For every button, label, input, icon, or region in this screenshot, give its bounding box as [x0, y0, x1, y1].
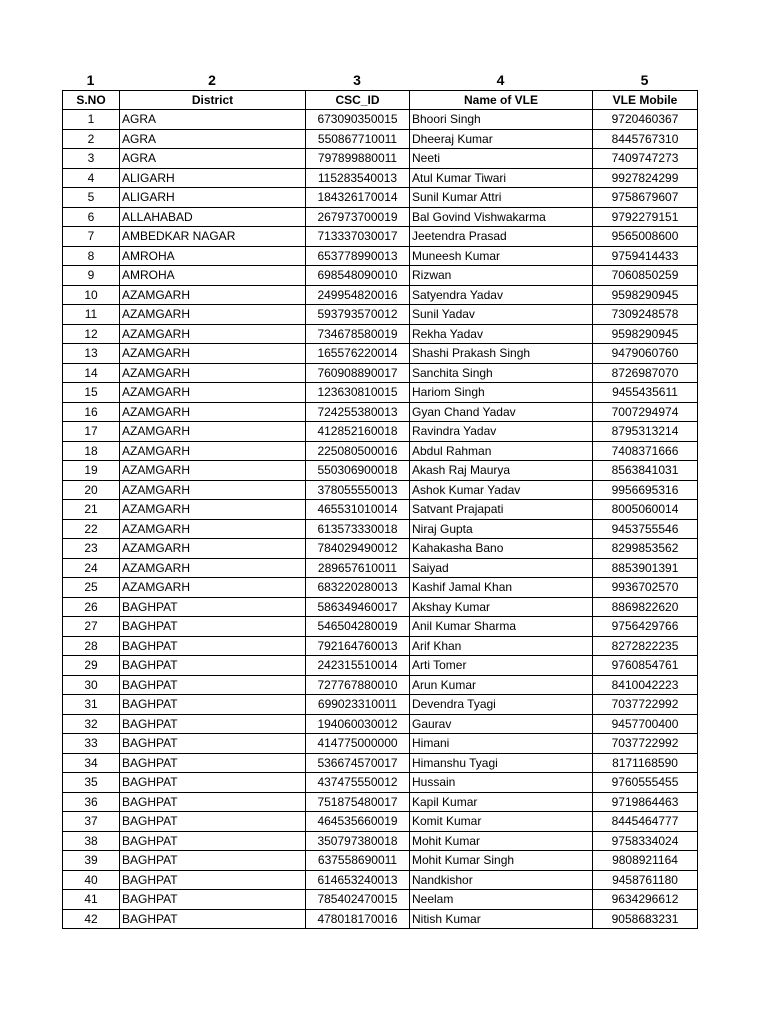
cell-sno: 19 — [63, 461, 120, 481]
cell-csc-id: 673090350015 — [306, 110, 410, 130]
cell-sno: 26 — [63, 597, 120, 617]
cell-vle-mobile: 7037722992 — [593, 734, 698, 754]
cell-vle-mobile: 8272822235 — [593, 636, 698, 656]
cell-vle-name: Satvant Prajapati — [410, 500, 593, 520]
cell-sno: 32 — [63, 714, 120, 734]
cell-district: BAGHPAT — [120, 909, 306, 929]
cell-district: BAGHPAT — [120, 831, 306, 851]
cell-vle-mobile: 9792279151 — [593, 207, 698, 227]
cell-vle-name: Nandkishor — [410, 870, 593, 890]
cell-district: AZAMGARH — [120, 402, 306, 422]
cell-district: AZAMGARH — [120, 461, 306, 481]
cell-csc-id: 760908890017 — [306, 363, 410, 383]
cell-sno: 10 — [63, 285, 120, 305]
cell-vle-name: Ravindra Yadav — [410, 422, 593, 442]
cell-csc-id: 267973700019 — [306, 207, 410, 227]
cell-vle-name: Rizwan — [410, 266, 593, 286]
cell-district: BAGHPAT — [120, 851, 306, 871]
cell-district: ALLAHABAD — [120, 207, 306, 227]
cell-vle-mobile: 8299853562 — [593, 539, 698, 559]
cell-csc-id: 785402470015 — [306, 890, 410, 910]
cell-district: BAGHPAT — [120, 890, 306, 910]
cell-district: BAGHPAT — [120, 792, 306, 812]
cell-sno: 25 — [63, 578, 120, 598]
cell-csc-id: 792164760013 — [306, 636, 410, 656]
table-body — [63, 110, 698, 929]
cell-vle-name: Kahakasha Bano — [410, 539, 593, 559]
cell-csc-id: 123630810015 — [306, 383, 410, 403]
cell-sno: 1 — [63, 110, 120, 130]
cell-sno: 21 — [63, 500, 120, 520]
cell-sno: 3 — [63, 149, 120, 169]
cell-vle-name: Neelam — [410, 890, 593, 910]
table-row — [63, 656, 698, 676]
table-row — [63, 227, 698, 247]
table-row — [63, 383, 698, 403]
cell-vle-name: Anil Kumar Sharma — [410, 617, 593, 637]
cell-vle-name: Hussain — [410, 773, 593, 793]
cell-district: AZAMGARH — [120, 383, 306, 403]
cell-district: BAGHPAT — [120, 597, 306, 617]
cell-sno: 4 — [63, 168, 120, 188]
table-row — [63, 168, 698, 188]
cell-sno: 37 — [63, 812, 120, 832]
cell-sno: 15 — [63, 383, 120, 403]
cell-sno: 35 — [63, 773, 120, 793]
cell-csc-id: 683220280013 — [306, 578, 410, 598]
cell-sno: 40 — [63, 870, 120, 890]
cell-vle-name: Himanshu Tyagi — [410, 753, 593, 773]
cell-vle-name: Bhoori Singh — [410, 110, 593, 130]
cell-district: AZAMGARH — [120, 558, 306, 578]
cell-vle-name: Mohit Kumar — [410, 831, 593, 851]
table-row — [63, 149, 698, 169]
table-row — [63, 909, 698, 929]
cell-sno: 23 — [63, 539, 120, 559]
cell-csc-id: 194060030012 — [306, 714, 410, 734]
table-row — [63, 344, 698, 364]
cell-vle-name: Gaurav — [410, 714, 593, 734]
cell-district: AZAMGARH — [120, 422, 306, 442]
cell-csc-id: 713337030017 — [306, 227, 410, 247]
cell-vle-mobile: 7408371666 — [593, 441, 698, 461]
cell-sno: 17 — [63, 422, 120, 442]
cell-vle-name: Mohit Kumar Singh — [410, 851, 593, 871]
cell-vle-mobile: 9759414433 — [593, 246, 698, 266]
cell-sno: 7 — [63, 227, 120, 247]
cell-vle-mobile: 7409747273 — [593, 149, 698, 169]
table-row — [63, 558, 698, 578]
cell-csc-id: 637558690011 — [306, 851, 410, 871]
cell-csc-id: 412852160018 — [306, 422, 410, 442]
cell-district: BAGHPAT — [120, 812, 306, 832]
cell-csc-id: 550306900018 — [306, 461, 410, 481]
cell-vle-mobile: 9479060760 — [593, 344, 698, 364]
cell-vle-name: Muneesh Kumar — [410, 246, 593, 266]
cell-sno: 11 — [63, 305, 120, 325]
table-row — [63, 870, 698, 890]
cell-vle-name: Arun Kumar — [410, 675, 593, 695]
table-row — [63, 246, 698, 266]
cell-district: BAGHPAT — [120, 753, 306, 773]
table-row — [63, 129, 698, 149]
cell-vle-mobile: 9058683231 — [593, 909, 698, 929]
cell-vle-mobile: 9453755546 — [593, 519, 698, 539]
cell-sno: 42 — [63, 909, 120, 929]
cell-district: AZAMGARH — [120, 519, 306, 539]
cell-sno: 24 — [63, 558, 120, 578]
table-row — [63, 188, 698, 208]
cell-district: BAGHPAT — [120, 734, 306, 754]
cell-sno: 9 — [63, 266, 120, 286]
cell-vle-mobile: 9457700400 — [593, 714, 698, 734]
table-row — [63, 714, 698, 734]
cell-vle-mobile: 8445464777 — [593, 812, 698, 832]
cell-district: AGRA — [120, 110, 306, 130]
table-row — [63, 617, 698, 637]
cell-vle-name: Akshay Kumar — [410, 597, 593, 617]
cell-csc-id: 414775000000 — [306, 734, 410, 754]
cell-csc-id: 437475550012 — [306, 773, 410, 793]
cell-sno: 33 — [63, 734, 120, 754]
cell-vle-mobile: 9458761180 — [593, 870, 698, 890]
column-number: 3 — [353, 72, 361, 88]
cell-vle-name: Kashif Jamal Khan — [410, 578, 593, 598]
cell-vle-mobile: 9936702570 — [593, 578, 698, 598]
cell-vle-mobile: 9634296612 — [593, 890, 698, 910]
cell-district: AMBEDKAR NAGAR — [120, 227, 306, 247]
cell-csc-id: 242315510014 — [306, 656, 410, 676]
cell-sno: 8 — [63, 246, 120, 266]
cell-sno: 38 — [63, 831, 120, 851]
cell-csc-id: 613573330018 — [306, 519, 410, 539]
table-row — [63, 792, 698, 812]
cell-vle-name: Sunil Kumar Attri — [410, 188, 593, 208]
cell-csc-id: 734678580019 — [306, 324, 410, 344]
cell-csc-id: 797899880011 — [306, 149, 410, 169]
cell-vle-mobile: 7309248578 — [593, 305, 698, 325]
cell-district: AZAMGARH — [120, 539, 306, 559]
cell-vle-mobile: 7037722992 — [593, 695, 698, 715]
table-row — [63, 110, 698, 130]
cell-vle-name: Saiyad — [410, 558, 593, 578]
cell-csc-id: 546504280019 — [306, 617, 410, 637]
cell-vle-name: Satyendra Yadav — [410, 285, 593, 305]
cell-csc-id: 698548090010 — [306, 266, 410, 286]
vle-table — [62, 90, 698, 929]
table-row — [63, 363, 698, 383]
cell-vle-mobile: 7007294974 — [593, 402, 698, 422]
cell-csc-id: 593793570012 — [306, 305, 410, 325]
cell-district: BAGHPAT — [120, 773, 306, 793]
column-number: 1 — [86, 72, 95, 88]
table-row — [63, 695, 698, 715]
table-row — [63, 519, 698, 539]
cell-district: BAGHPAT — [120, 870, 306, 890]
cell-vle-mobile: 8005060014 — [593, 500, 698, 520]
cell-vle-mobile: 9760854761 — [593, 656, 698, 676]
cell-district: AZAMGARH — [120, 305, 306, 325]
cell-vle-mobile: 8410042223 — [593, 675, 698, 695]
cell-csc-id: 464535660019 — [306, 812, 410, 832]
cell-district: AZAMGARH — [120, 285, 306, 305]
cell-csc-id: 165576220014 — [306, 344, 410, 364]
cell-sno: 39 — [63, 851, 120, 871]
cell-vle-mobile: 9455435611 — [593, 383, 698, 403]
cell-district: AMROHA — [120, 246, 306, 266]
cell-csc-id: 653778990013 — [306, 246, 410, 266]
cell-csc-id: 586349460017 — [306, 597, 410, 617]
cell-district: BAGHPAT — [120, 695, 306, 715]
cell-vle-name: Kapil Kumar — [410, 792, 593, 812]
cell-csc-id: 478018170016 — [306, 909, 410, 929]
table-row — [63, 480, 698, 500]
cell-sno: 28 — [63, 636, 120, 656]
table-row — [63, 636, 698, 656]
column-number-row — [62, 70, 697, 90]
cell-vle-name: Rekha Yadav — [410, 324, 593, 344]
table-row — [63, 207, 698, 227]
cell-csc-id: 550867710011 — [306, 129, 410, 149]
cell-sno: 2 — [63, 129, 120, 149]
cell-district: AZAMGARH — [120, 578, 306, 598]
cell-sno: 12 — [63, 324, 120, 344]
cell-sno: 14 — [63, 363, 120, 383]
cell-vle-name: Sanchita Singh — [410, 363, 593, 383]
cell-vle-mobile: 9720460367 — [593, 110, 698, 130]
cell-csc-id: 614653240013 — [306, 870, 410, 890]
cell-district: AZAMGARH — [120, 480, 306, 500]
cell-district: AZAMGARH — [120, 363, 306, 383]
cell-sno: 6 — [63, 207, 120, 227]
table-row — [63, 831, 698, 851]
cell-vle-mobile: 8563841031 — [593, 461, 698, 481]
cell-sno: 30 — [63, 675, 120, 695]
cell-vle-name: Niraj Gupta — [410, 519, 593, 539]
cell-csc-id: 784029490012 — [306, 539, 410, 559]
table-row — [63, 539, 698, 559]
cell-sno: 20 — [63, 480, 120, 500]
cell-csc-id: 699023310011 — [306, 695, 410, 715]
cell-vle-name: Sunil Yadav — [410, 305, 593, 325]
table-row — [63, 753, 698, 773]
cell-district: BAGHPAT — [120, 714, 306, 734]
cell-vle-name: Himani — [410, 734, 593, 754]
cell-csc-id: 184326170014 — [306, 188, 410, 208]
cell-csc-id: 751875480017 — [306, 792, 410, 812]
cell-csc-id: 350797380018 — [306, 831, 410, 851]
table-row — [63, 734, 698, 754]
header-district: District — [120, 91, 306, 110]
cell-vle-name: Hariom Singh — [410, 383, 593, 403]
cell-vle-mobile: 8869822620 — [593, 597, 698, 617]
cell-vle-name: Dheeraj Kumar — [410, 129, 593, 149]
column-number: 4 — [496, 72, 505, 88]
cell-district: AZAMGARH — [120, 441, 306, 461]
cell-district: BAGHPAT — [120, 675, 306, 695]
table-row — [63, 461, 698, 481]
cell-csc-id: 378055550013 — [306, 480, 410, 500]
cell-vle-mobile: 9719864463 — [593, 792, 698, 812]
table-row — [63, 305, 698, 325]
cell-csc-id: 249954820016 — [306, 285, 410, 305]
cell-vle-mobile: 9565008600 — [593, 227, 698, 247]
cell-vle-name: Abdul Rahman — [410, 441, 593, 461]
cell-district: BAGHPAT — [120, 617, 306, 637]
table-row — [63, 597, 698, 617]
cell-csc-id: 225080500016 — [306, 441, 410, 461]
cell-vle-mobile: 8853901391 — [593, 558, 698, 578]
cell-sno: 5 — [63, 188, 120, 208]
cell-sno: 41 — [63, 890, 120, 910]
column-number: 5 — [640, 72, 649, 88]
cell-vle-name: Neeti — [410, 149, 593, 169]
cell-sno: 34 — [63, 753, 120, 773]
cell-vle-name: Komit Kumar — [410, 812, 593, 832]
table-row — [63, 890, 698, 910]
cell-csc-id: 727767880010 — [306, 675, 410, 695]
cell-district: AZAMGARH — [120, 500, 306, 520]
table-row — [63, 422, 698, 442]
header-csc-id: CSC_ID — [306, 91, 410, 110]
cell-district: BAGHPAT — [120, 636, 306, 656]
table-row — [63, 324, 698, 344]
cell-district: AGRA — [120, 149, 306, 169]
cell-sno: 16 — [63, 402, 120, 422]
table-row — [63, 578, 698, 598]
cell-vle-name: Arif Khan — [410, 636, 593, 656]
cell-vle-name: Bal Govind Vishwakarma — [410, 207, 593, 227]
column-number: 2 — [208, 72, 216, 88]
table-row — [63, 851, 698, 871]
cell-vle-name: Gyan Chand Yadav — [410, 402, 593, 422]
cell-vle-mobile: 8795313214 — [593, 422, 698, 442]
cell-csc-id: 115283540013 — [306, 168, 410, 188]
cell-sno: 36 — [63, 792, 120, 812]
cell-vle-mobile: 9598290945 — [593, 324, 698, 344]
cell-vle-mobile: 9758334024 — [593, 831, 698, 851]
cell-vle-mobile: 9598290945 — [593, 285, 698, 305]
cell-vle-name: Atul Kumar Tiwari — [410, 168, 593, 188]
header-sno: S.NO — [63, 91, 120, 110]
table-row — [63, 285, 698, 305]
cell-vle-name: Nitish Kumar — [410, 909, 593, 929]
table-row — [63, 402, 698, 422]
cell-district: AMROHA — [120, 266, 306, 286]
header-vle-mobile: VLE Mobile — [593, 91, 698, 110]
cell-district: AZAMGARH — [120, 324, 306, 344]
table-row — [63, 812, 698, 832]
cell-district: AZAMGARH — [120, 344, 306, 364]
header-vle-name: Name of VLE — [410, 91, 593, 110]
cell-vle-name: Shashi Prakash Singh — [410, 344, 593, 364]
cell-vle-mobile: 8445767310 — [593, 129, 698, 149]
table-row — [63, 773, 698, 793]
cell-vle-mobile: 8171168590 — [593, 753, 698, 773]
cell-sno: 22 — [63, 519, 120, 539]
cell-vle-mobile: 9956695316 — [593, 480, 698, 500]
table-row — [63, 266, 698, 286]
cell-vle-mobile: 9756429766 — [593, 617, 698, 637]
cell-district: ALIGARH — [120, 168, 306, 188]
cell-vle-mobile: 9758679607 — [593, 188, 698, 208]
cell-district: BAGHPAT — [120, 656, 306, 676]
cell-vle-mobile: 9808921164 — [593, 851, 698, 871]
cell-csc-id: 465531010014 — [306, 500, 410, 520]
cell-vle-name: Akash Raj Maurya — [410, 461, 593, 481]
table-row — [63, 500, 698, 520]
cell-vle-name: Ashok Kumar Yadav — [410, 480, 593, 500]
cell-vle-name: Arti Tomer — [410, 656, 593, 676]
cell-vle-mobile: 7060850259 — [593, 266, 698, 286]
cell-vle-name: Devendra Tyagi — [410, 695, 593, 715]
cell-vle-mobile: 8726987070 — [593, 363, 698, 383]
cell-vle-mobile: 9760555455 — [593, 773, 698, 793]
table-row — [63, 675, 698, 695]
cell-csc-id: 536674570017 — [306, 753, 410, 773]
cell-district: AGRA — [120, 129, 306, 149]
header-row — [63, 91, 698, 110]
cell-sno: 13 — [63, 344, 120, 364]
cell-sno: 31 — [63, 695, 120, 715]
cell-sno: 27 — [63, 617, 120, 637]
cell-vle-name: Jeetendra Prasad — [410, 227, 593, 247]
table-row — [63, 441, 698, 461]
cell-vle-mobile: 9927824299 — [593, 168, 698, 188]
cell-csc-id: 289657610011 — [306, 558, 410, 578]
cell-district: ALIGARH — [120, 188, 306, 208]
cell-csc-id: 724255380013 — [306, 402, 410, 422]
cell-sno: 29 — [63, 656, 120, 676]
cell-sno: 18 — [63, 441, 120, 461]
